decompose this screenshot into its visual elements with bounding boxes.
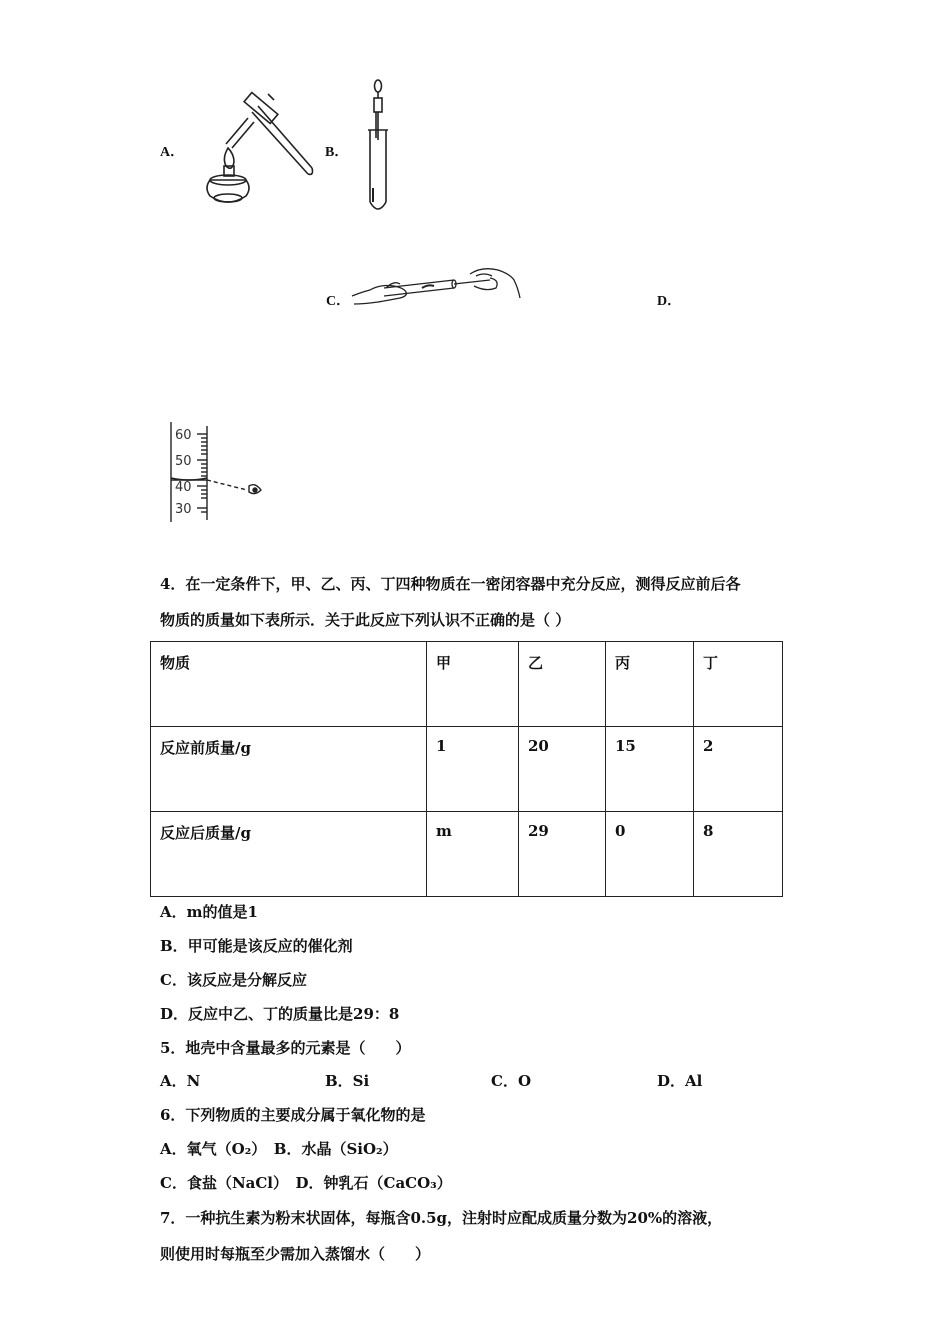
table-cell: 15 bbox=[606, 727, 694, 812]
q6-choices-ab: A．氧气（O₂） B．水晶（SiO₂） bbox=[160, 1140, 398, 1158]
hands-holding-tube-figure bbox=[350, 266, 522, 306]
table-cell: 反应前质量/g bbox=[151, 727, 427, 812]
table-cell: 0 bbox=[606, 812, 694, 897]
table-cell: 2 bbox=[694, 727, 783, 812]
cylinder-label-60: 60 bbox=[175, 428, 192, 443]
option-b-label: B． bbox=[325, 145, 349, 160]
q7-stem-line2: 则使用时每瓶至少需加入蒸馏水（ ） bbox=[160, 1245, 431, 1263]
q4-stem-line2: 物质的质量如下表所示．关于此反应下列认识不正确的是（ ） bbox=[160, 611, 571, 629]
option-d-label: D． bbox=[657, 294, 682, 309]
q5-choice-a: A．N bbox=[160, 1072, 201, 1090]
table-cell: 29 bbox=[519, 812, 606, 897]
option-a-label: A． bbox=[160, 145, 185, 160]
mass-table bbox=[150, 641, 783, 897]
cylinder-label-40: 40 bbox=[175, 480, 192, 495]
table-row bbox=[151, 727, 783, 812]
q5-choice-b: B．Si bbox=[325, 1072, 370, 1090]
q5-stem: 5．地壳中含量最多的元素是（ ） bbox=[160, 1039, 411, 1057]
table-header-cell: 丙 bbox=[606, 642, 694, 727]
table-header-cell: 甲 bbox=[427, 642, 519, 727]
q4-choice-b: B．甲可能是该反应的催化剂 bbox=[160, 937, 353, 955]
q6-choices-cd: C．食盐（NaCl） D．钟乳石（CaCO₃） bbox=[160, 1174, 452, 1192]
q4-choice-c: C．该反应是分解反应 bbox=[160, 971, 307, 989]
q7-stem-line1: 7．一种抗生素为粉末状固体，每瓶含0.5g，注射时应配成质量分数为20%的溶液， bbox=[160, 1209, 723, 1227]
q6-stem: 6．下列物质的主要成分属于氧化物的是 bbox=[160, 1106, 426, 1124]
table-header-cell: 物质 bbox=[151, 642, 427, 727]
table-cell: 8 bbox=[694, 812, 783, 897]
option-c-label: C． bbox=[326, 294, 351, 309]
cylinder-label-30: 30 bbox=[175, 502, 192, 517]
cylinder-label-50: 50 bbox=[175, 454, 192, 469]
table-header-row bbox=[151, 642, 783, 727]
q4-stem-line1: 4．在一定条件下，甲、乙、丙、丁四种物质在一密闭容器中充分反应，测得反应前后各 bbox=[160, 575, 741, 593]
q5-choice-c: C．O bbox=[491, 1072, 532, 1090]
q4-choice-d: D．反应中乙、丁的质量比是29：8 bbox=[160, 1005, 400, 1023]
table-cell: m bbox=[427, 812, 519, 897]
heating-test-tube-figure bbox=[200, 92, 315, 212]
graduated-cylinder-figure bbox=[165, 420, 275, 524]
table-header-cell: 丁 bbox=[694, 642, 783, 727]
table-row bbox=[151, 812, 783, 897]
q4-choice-a: A．m的值是1 bbox=[160, 903, 258, 921]
dropper-test-tube-figure bbox=[360, 78, 396, 216]
table-cell: 1 bbox=[427, 727, 519, 812]
table-cell: 反应后质量/g bbox=[151, 812, 427, 897]
q5-choice-d: D．Al bbox=[657, 1072, 703, 1090]
table-header-cell: 乙 bbox=[519, 642, 606, 727]
table-cell: 20 bbox=[519, 727, 606, 812]
